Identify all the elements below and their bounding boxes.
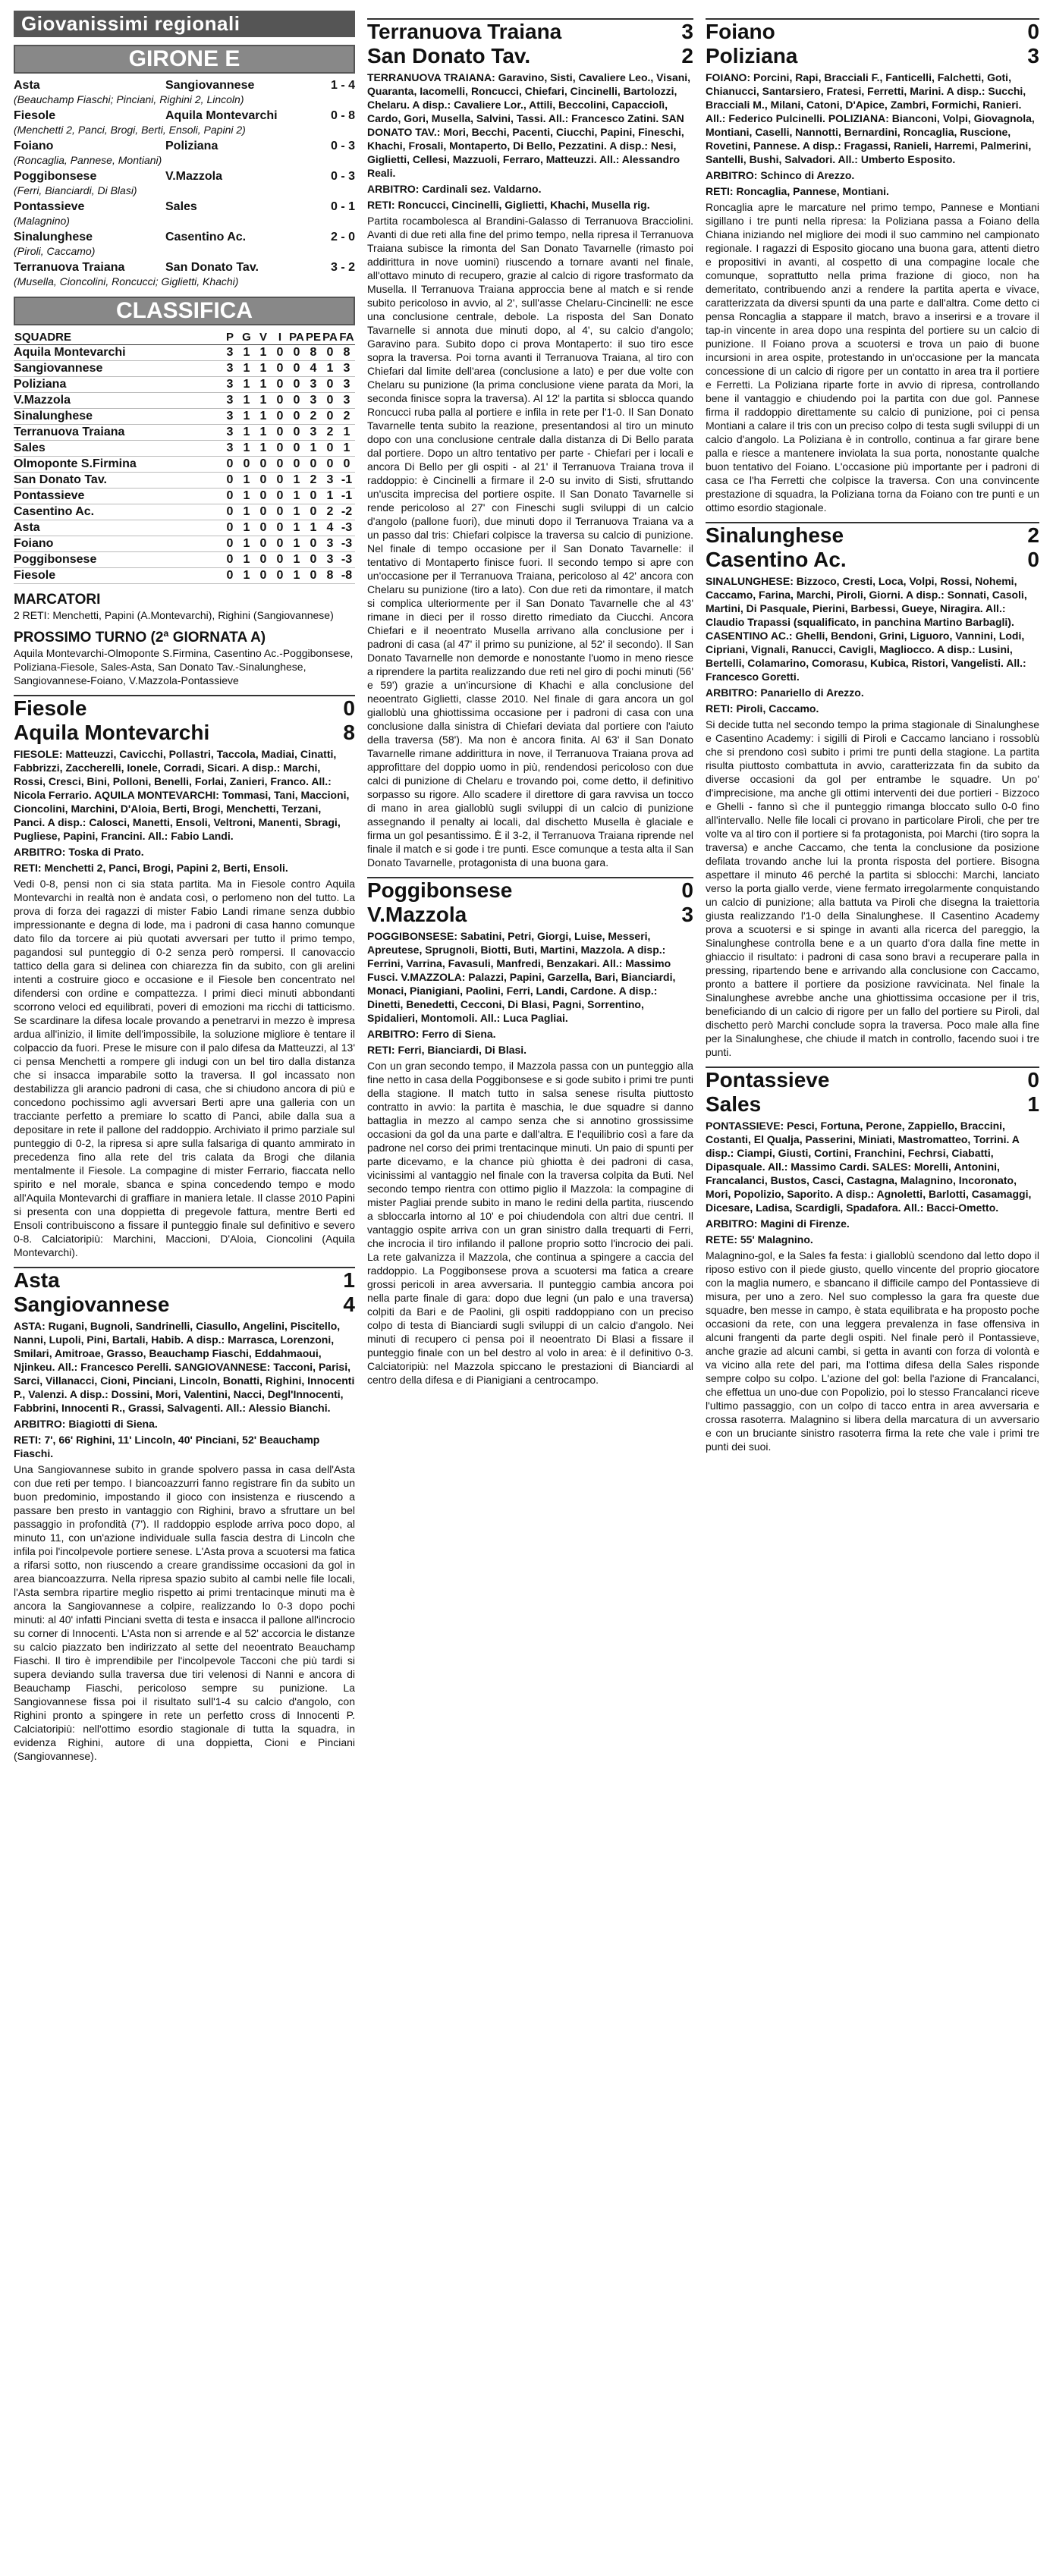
table-cell: 0 <box>288 441 305 457</box>
table-row <box>14 345 355 361</box>
table-row <box>14 536 355 552</box>
table-cell: Foiano <box>14 536 222 552</box>
table-cell: 1 <box>238 536 255 552</box>
table-cell: V.Mazzola <box>14 393 222 409</box>
report-text: Malagnino-gol, e la Sales fa festa: i gialloblù scendono dal letto dopo il riposo estivo con il piede giusto, quello vincente del proprio giocatore con la maglia numero, e sbancano il difficile campo del Pontassieve di misura, per uno a zero. Nel suo complesso la gara fra queste due squadre, ben messe in campo, è stata equilibrata e ha proposto poche occasioni da rete, con una leggera prevalenza in fase offensiva in alcuni frangenti da parte degli ospiti. Nel finale però il Pontassieve, anche grazie ad alcuni cambi, si getta in avanti con forza di volontà e va vicino alla rete del pari, ma l'ottima difesa della Sales risponde sempre colpo su colpo. L'azione del gol: bella l'azione di Francalanci, che effettua un uno-due con Popolizio, poi lo stesso Francalanci riceve l'ultimo passaggio, con un colpo di tacco entra in area avversaria e crossa rasoterra. Malagnino si libera della marcatura di un avversario e con un bruciante sinistro rasoterra firma la rete che vale i primi tre punti dei suoi. <box>706 1249 1039 1453</box>
table-header: I <box>272 330 288 345</box>
match-report <box>706 1067 1039 1453</box>
report-text: Vedi 0-8, pensi non ci sia stata partita. Ma in Fiesole contro Aquila Montevarchi in realtà non è andata così, o perlomeno non del tutto. La prova di forza dei ragazzi di mister Fabio Landi rimane senza dubbio impressionante e degna di lode, ma i padroni di casa hanno comunque dato filo da torcere ai più quotati avversari per tutto il primo tempo, pagandosi sul punteggio di 0-2 senza però rompersi. Il canovaccio tattico della gara si delinea con chiarezza fin da subito, con gli arelini intenti a costruire gioco e occasione e il Fiesole ben concentrato nel difendersi con ordine e compattezza. I primi dieci minuti abbondanti scorrono veloci ed equilibrati, poveri di emozioni ma ricchi di tatticismo. Se scardinare la difesa locale provando a penetrarvi in mezzo è impresa ardua all'inizio, il limite dell'impossibile, la soluzione migliore è tentare il colpaccio da fuori. Prese le misure con il palo difesa da Matteuzzi, al 13' ci pensa Menchetti a rompere gli indugi con un bel tiro dalla distanza che si insacca imparabile sotto la traversa. Il gol incassato non destabilizza gli arancio padroni di casa, che si chiudono ancora di più e concedono pochissimo agli avversari Berti apre una galleria con un tracciante perfetto a premiare lo scatto di Panci, abile dalla sua a depositare in rete il pallone del raddoppio. Archiviato il primo parziale sul punteggio di 0-2, la ripresa si apre sulla falsariga di quanto ammirato in precedenza fino alla rete del tris calata da Brogi che dilania mentalmente il Fiesole. La compagine di mister Ferrario, fiaccata nello spirito e nel morale, sbanca e spina concedendo tempo e modo all'Aquila Montevarchi di graffiare in maniera letale. Il classe 2010 Papini si presenta con una doppietta di pregevole fattura, mentre Berti ed Ensoli contribuiscono a fissare il punteggio finale sul definitivo e severo 0-8. Calciatoripiù: Marchini, Maccioni, D'Aloia, Cioncolini (Aquila Montevarchi). <box>14 878 355 1258</box>
score: 0 - 8 <box>330 109 355 122</box>
report-home-goals: 3 <box>681 20 693 43</box>
table-cell: Aquila Montevarchi <box>14 345 222 361</box>
report-text: Roncaglia apre le marcature nel primo tempo, Pannese e Montiani sigillano i tre punti nella ripresa: la Poliziana passa a Foiano della Chiana iniziando nel migliore dei modi il suo cammino nel campionato regionale. I ragazzi di Esposito giocano una buona gara, attenti dietro e propositivi in avanti, al cospetto di una compagine locale che comunque, soprattutto nella prima frazione di gioco, non ha demeritato, contribuendo anzi a rendere la partita aperta e vivace, caratterizzata da diversi spunti da una parte e dall'altra. Come detto ci pensa Roncaglia a stappare il match, bravo a inserirsi e a trovare il tap-in vincente in area dopo una respinta del portiere su un calcio di punizione. Il Foiano prova a scuotersi e trova un paio di buone incursioni in area ospite, protestando in un'occasione per la mancata concessione di un calcio di rigore per un contatto in area tra il portiere e Ferretti. La Poliziana riparte forte in avvio di ripresa, controllando bene il vantaggio e chiudendo poi la partita con due gol. Pannese firma il raddoppio direttamente su calcio di punizione, poi ci pensa Montiani a calare il tris con un preciso colpo di testa sugli sviluppi di un calcio d'angolo. La Poliziana è in controllo, continua a far girare bene palla e riesce a mantenere inviolata la sua porta, nonostante qualche buon tentativo del Foiano. L'occasione più importante per i padroni di casa ce l'ha Ferretti che colpisce la traversa. Con una convincente prestazione di squadra, la Poliziana torna da Foiano con tre punti e un ottimo esordio stagionale. <box>706 201 1039 514</box>
report-home-team: Poggibonsese <box>367 878 513 902</box>
table-cell: 8 <box>338 345 355 361</box>
home-team: Poggibonsese <box>14 170 97 183</box>
report-home-team: Fiesole <box>14 696 87 720</box>
table-row <box>14 361 355 377</box>
table-cell: 1 <box>305 441 322 457</box>
table-cell: 3 <box>338 393 355 409</box>
results-list <box>14 78 355 289</box>
table-cell: 3 <box>222 409 238 425</box>
section-title: Giovanissimi regionali <box>14 11 355 37</box>
table-cell: 3 <box>338 361 355 377</box>
prossimo-text: Aquila Montevarchi-Olmoponte S.Firmina, Casentino Ac.-Poggibonsese, Poliziana-Fiesole, Sales-Asta, San Donato Tav.-Sinalunghese, Sangiovannese-Foiano, V.Mazzola-Pontassieve <box>14 647 354 686</box>
table-cell: 1 <box>238 361 255 377</box>
classifica-title: CLASSIFICA <box>14 297 355 325</box>
table-cell: 0 <box>222 504 238 520</box>
prossimo-title: PROSSIMO TURNO (2ª GIORNATA A) <box>14 630 266 646</box>
marcatori-text: 2 RETI: Menchetti, Papini (A.Montevarchi), Righini (Sangiovannese) <box>14 609 334 621</box>
articles-col1 <box>14 695 355 1763</box>
away-team: San Donato Tav. <box>165 261 259 274</box>
table-cell: 0 <box>305 552 322 568</box>
report-text: Una Sangiovannese subito in grande spolvero passa in casa dell'Asta con due reti per tempo. I biancoazzurri fanno registrare fin da subito un buon predominio, impostando il gioco con insistenza e riuscendo a passare ben presto in vantaggio con Righini, bravo a sfruttare un bel passaggio in profondità (7'). Il raddoppio esplode arriva poco dopo, al minuto 11, con un'azione individuale sulla fascia destra di Lincoln che infila poi l'incolpevole portiere senese. L'Asta prova a scuotersi ma fatica a rifarsi sotto, non riuscendo a creare grandissime occasioni da gol in area biancoazzurra. Nella ripresa spazio subito al cambi nelle file locali, l'Asta sembra ripartire meglio rispetto ai primi trentacinque minuti ma è ancora la Sangiovannese a colpire, realizzando lo 0-3 dopo pochi minuti: al 40' infatti Pinciani svetta di testa e insacca il pallone all'incrocio su corner di Innocenti. L'Asta non si arrende e al 52' accorcia le distanze su calcio piazzato ben indirizzato al sette del neoentrato Beauchamp Fiaschi. Il tiro è imprendibile per l'incolpevole Tacconi che più tardi si supera deviando sulla traversa due tiri velenosi di Nanni e ancora di Beauchamp Fiaschi, pericoloso sempre su punizione. La Sangiovannese fissa poi il risultato sull'1-4 su calcio d'angolo, con Righini pronto a spingere in rete un perfetto cross di Innocenti P. Calciatoripiù: nell'ottimo esordio stagionale di tutta la squadra, in evidenza Righini, autore di una doppietta, Cioni e Pinciani (Sangiovannese). <box>14 1463 355 1762</box>
table-cell: 1 <box>238 425 255 441</box>
match-report <box>706 522 1039 1059</box>
table-cell: -3 <box>338 536 355 552</box>
table-cell: -3 <box>338 552 355 568</box>
table-cell: 1 <box>338 425 355 441</box>
table-header: V <box>255 330 272 345</box>
report-away-goals: 3 <box>681 903 693 926</box>
table-cell: 0 <box>288 457 305 473</box>
articles-col3 <box>706 18 1039 1453</box>
referee: ARBITRO: Toska di Prato. <box>14 846 144 858</box>
report-away-team: Poliziana <box>706 44 798 68</box>
lineups: FOIANO: Porcini, Rapi, Bracciali F., Fanticelli, Falchetti, Goti, Chianucci, Santarsiero, Fratesi, Ferretti, Marini. A disp.: Succhi, Bracciali M., Milani, Catoni, D'Apice, Zambri, Formichi, Ranieri. All.: Federico Pulcinelli. POLIZIANA: Bianconi, Volpi, Giovagnola, Montiani, Caselli, Nannotti, Bernardini, Roncaglia, Ruscione, Rovetini, Pannese. A disp.: Fragassi, Ranieli, Harremi, Palmerini, Santelli, Bushi, Salvadori. All.: Umberto Esposito. <box>706 71 1035 165</box>
match-result <box>14 230 355 259</box>
match-report <box>367 877 693 1387</box>
table-cell: 0 <box>322 409 338 425</box>
table-cell: 0 <box>222 488 238 504</box>
report-away <box>706 548 1039 572</box>
table-cell: 2 <box>322 504 338 520</box>
report-away <box>706 1092 1039 1117</box>
report-away-team: Sangiovannese <box>14 1293 170 1316</box>
goals: RETI: 7', 66' Righini, 11' Lincoln, 40' Pinciani, 52' Beauchamp Fiaschi. <box>14 1434 320 1459</box>
table-cell: Poggibonsese <box>14 552 222 568</box>
table-cell: 4 <box>305 361 322 377</box>
table-row <box>14 520 355 536</box>
table-cell: 1 <box>255 393 272 409</box>
table-cell: 1 <box>255 361 272 377</box>
home-team: Fiesole <box>14 109 56 122</box>
scorers: (Piroli, Caccamo) <box>14 245 96 257</box>
column-2 <box>367 11 693 1387</box>
referee: ARBITRO: Schinco di Arezzo. <box>706 169 855 181</box>
report-home <box>367 878 693 903</box>
report-home <box>14 1268 355 1293</box>
table-cell: 3 <box>322 473 338 488</box>
table-row <box>14 473 355 488</box>
table-header: PA <box>289 331 304 344</box>
marcatori-title: MARCATORI <box>14 592 101 608</box>
table-cell: 0 <box>272 568 288 584</box>
away-team: Aquila Montevarchi <box>165 109 278 122</box>
away-team: Poliziana <box>165 140 218 152</box>
table-cell: 4 <box>322 520 338 536</box>
match-row <box>14 108 355 123</box>
table-cell: 1 <box>322 361 338 377</box>
score: 2 - 0 <box>330 231 355 243</box>
table-cell: 1 <box>238 568 255 584</box>
table-cell: 0 <box>288 377 305 393</box>
lineups: SINALUNGHESE: Bizzoco, Cresti, Loca, Volpi, Rossi, Nohemi, Caccamo, Farina, Marchi, Piroli, Giorni. A disp.: Sonnati, Casoli, Martini, Di Pasquale, Pierini, Barbessi, Gueye, Niragira. All.: Claudio Trapassi (squalificato, in panchina Martino Barbagli). CASENTINO AC.: Ghelli, Bendoni, Grini, Liguoro, Vannini, Lodi, Cipriani, Vignali, Ranucci, Cavigli, Magliocco. A disp.: Lusini, Bertelli, Colamarino, Comorasu, Kubica, Ristori, Vangelisti. All.: Francesco Goretti. <box>706 575 1027 683</box>
column-3 <box>706 11 1039 1453</box>
table-cell: 0 <box>305 568 322 584</box>
report-home <box>706 523 1039 548</box>
table-row <box>14 393 355 409</box>
table-cell: Poliziana <box>14 377 222 393</box>
table-cell: 1 <box>255 377 272 393</box>
report-away-team: V.Mazzola <box>367 903 467 926</box>
referee: ARBITRO: Panariello di Arezzo. <box>706 686 864 699</box>
match-report <box>14 695 355 1259</box>
table-row <box>14 457 355 473</box>
articles-col2 <box>367 18 693 1387</box>
table-cell: 1 <box>288 568 305 584</box>
table-cell: 1 <box>238 520 255 536</box>
table-cell: 0 <box>305 504 322 520</box>
report-away-team: Aquila Montevarchi <box>14 721 210 744</box>
table-cell: 0 <box>288 393 305 409</box>
table-header: G <box>238 330 255 345</box>
report-home-team: Terranuova Traiana <box>367 20 562 43</box>
home-team: Pontassieve <box>14 200 85 213</box>
away-team: V.Mazzola <box>165 170 222 183</box>
table-cell: Sangiovannese <box>14 361 222 377</box>
table-cell: 0 <box>272 377 288 393</box>
report-away <box>367 44 693 68</box>
standings-table <box>14 330 355 584</box>
table-cell: 0 <box>255 504 272 520</box>
table-cell: 0 <box>255 457 272 473</box>
report-away-team: Sales <box>706 1092 762 1116</box>
score: 0 - 3 <box>330 170 355 183</box>
table-row <box>14 488 355 504</box>
report-away <box>706 44 1039 68</box>
table-cell: Olmoponte S.Firmina <box>14 457 222 473</box>
scorers: (Menchetti 2, Panci, Brogi, Berti, Ensoli, Papini 2) <box>14 124 246 136</box>
table-cell: 3 <box>222 393 238 409</box>
goals: RETE: 55' Malagnino. <box>706 1233 813 1246</box>
table-cell: 0 <box>222 536 238 552</box>
table-cell: 0 <box>272 473 288 488</box>
home-team: Asta <box>14 79 40 92</box>
table-cell: 0 <box>255 568 272 584</box>
goals: RETI: Menchetti 2, Panci, Brogi, Papini 2, Berti, Ensoli. <box>14 862 288 874</box>
goals: RETI: Roncucci, Cincinelli, Giglietti, Khachi, Musella rig. <box>367 199 650 211</box>
table-cell: 3 <box>338 377 355 393</box>
score: 0 - 1 <box>330 200 355 213</box>
table-cell: 0 <box>272 361 288 377</box>
report-away-goals: 8 <box>343 721 355 744</box>
report-home-goals: 0 <box>343 696 355 720</box>
table-cell: 0 <box>222 457 238 473</box>
table-cell: -2 <box>338 504 355 520</box>
lineups: PONTASSIEVE: Pesci, Fortuna, Perone, Zappiello, Braccini, Costanti, El Qualja, Passerini, Miniati, Mastromatteo, Torrini. A disp.: Ciampi, Giusti, Cortini, Franchini, Fechrsi, Ciabatti, Dipasquale. All.: Massimo Cardi. SALES: Morelli, Antonini, Francalanci, Bustos, Casci, Castagna, Malagnino, Incoronato, Mori, Popolizio, Saporito. A disp.: Agnoletti, Barlotti, Casamaggi, Dicesare, Ladisa, Scardigli, Spadafora. All.: Bacci-Ometto. <box>706 1120 1032 1214</box>
match-row <box>14 139 355 153</box>
home-team: Terranuova Traiana <box>14 261 125 274</box>
table-cell: 0 <box>222 552 238 568</box>
score: 1 - 4 <box>330 79 355 92</box>
report-away-goals: 4 <box>343 1293 355 1316</box>
match-result <box>14 260 355 289</box>
scorers: (Malagnino) <box>14 215 70 227</box>
table-header: SQUADRE <box>14 330 222 345</box>
table-cell: Casentino Ac. <box>14 504 222 520</box>
table-cell: 0 <box>288 425 305 441</box>
match-report <box>14 1267 355 1763</box>
table-cell: 2 <box>338 409 355 425</box>
home-team: Foiano <box>14 140 54 152</box>
report-home-goals: 0 <box>1027 20 1039 43</box>
table-cell: 0 <box>322 345 338 361</box>
table-cell: 2 <box>305 473 322 488</box>
table-cell: 1 <box>238 393 255 409</box>
match-row <box>14 169 355 184</box>
match-row <box>14 199 355 214</box>
referee: ARBITRO: Biagiotti di Siena. <box>14 1418 158 1430</box>
table-cell: 1 <box>288 504 305 520</box>
table-row <box>14 504 355 520</box>
goals: RETI: Ferri, Bianciardi, Di Blasi. <box>367 1044 527 1056</box>
table-row <box>14 377 355 393</box>
report-home-goals: 0 <box>681 878 693 902</box>
report-home-goals: 2 <box>1027 523 1039 547</box>
table-cell: 1 <box>238 473 255 488</box>
report-text: Partita rocambolesca al Brandini-Galasso di Terranuova Bracciolini. Avanti di due reti alla fine del primo tempo, nella ripresa il Terranuova Traiana subisce la rimonta del San Donato Tavarnelle (rimasto poi addirittura in nove uomini) riuscendo a tornare avanti nel finale, all'ottavo minuto di recupero, grazie al calcio di rigore trasformato da Musella. Il Terranuova Traiana approccia bene al match e si rende subito pericoloso in avvio, al 2', sull'asse Chelaru-Cincinelli: ne esce una conclusione centrale, debole. La risposta del San Donato Tavarnelle si annota due minuti dopo, al 4', su calcio d'angolo; Garavino para. Subito dopo ci prova Montaperto: il suo tiro esce sopra la traversa. Poi torna avanti il Terranuova Traiana, al tiro con Chiefari dal limite dell'area (conclusione a lato) e per due volte con Chelaru su punizione (la prima conclusione viene parata da Mori, la seconda finisce sopra la traversa). Al 12' la partita si sblocca quando Roncucci ruba palla al portiere e infila in rete per l'1-0. Il San Donato Tavarnelle tenta subito la reazione, presentandosi al tiro un minuto dopo con una conclusione centrale dalla distanza di Di Bello parata dal portiere. Dopo un altro tentativo per parte - Chiefari per i locali e ancora Di Bello per gli ospiti - al 21' il Terranuova Traiana trova il raddoppio: è Cincinelli a firmare il 2-0 su invito di Sisti, sfruttando un'uscita imprecisa del portiere ospite. Il San Donato Tavarnelle si rende pericoloso al 27' con Fineschi sugli sviluppi di un calcio d'angolo (pallone fuori), due minuti dopo il Terranuova Traiana va a un passo dal tris: Chiefari colpisce la traversa su calcio di punizione. Nel finale di tempo occasione per il San Donato Tavarnelle: il tentativo di Montaperto finisce fuori. Il secondo tempo si apre con un'occasione per il Terranuova Traiana, pericoloso al 42' ancora con Chelaru su punizione (tiro a lato). Con due reti da rimontare, il match si complica ulteriormente per il San Donato Tavarnelle che al 43' rimane in dieci per il rosso diretto rimediato da Ciucchi. Ancora Chiefari e il neoentrato Musella arrivano alla conclusione per i padroni di casa (al 47' il primo su punizione, al 52' il secondo). Il San Donato Tavarnelle non demorde e nonostante l'uomo in meno riesce a riprendere la partita realizzando due reti nel giro di pochi minuti (56' e 59') grazie a un'incursione di Khachi e alla conclusione del neoentrato Giglietti, classe 2010. Nel finale di gara ancora un gol gialloblù una ghiottissima occasione per i padroni di casa con una conclusione dalla sinistra di Chiefari deviata dal portiere con l'aiuto della traversa (58'). Ma non è ancora finita. Al 63' il San Donato Tavarnelle rimane addirittura in nove, il Terranuova Traiana prova ad approfittare del doppio uomo in più, rendendosi pericoloso con due calci di punizione di Chelaru e trovando poi, come detto, il definitivo sorpasso su rigore. Allo scadere il direttore di gara ravvisa un tocco di mano in area gialloblù sugli sviluppi di un calcio di punizione assegnando il penalty ai locali, dal dischetto Musella è glaciale e firma un gol pesantissimo. È il 3-2, il Terranuova Traiana riprende nel finale il match e si gode i tre punti. Esce comunque a testa alta il San Donato Tavarnelle, protagonista di una buona gara. <box>367 215 693 869</box>
table-cell: 0 <box>322 457 338 473</box>
away-team: Casentino Ac. <box>165 231 247 243</box>
table-cell: -1 <box>338 473 355 488</box>
table-cell: 1 <box>338 441 355 457</box>
match-result <box>14 139 355 168</box>
table-cell: Asta <box>14 520 222 536</box>
table-cell: 3 <box>305 425 322 441</box>
table-cell: Sales <box>14 441 222 457</box>
table-cell: 1 <box>238 504 255 520</box>
goals: RETI: Roncaglia, Pannese, Montiani. <box>706 185 889 197</box>
score: 0 - 3 <box>330 140 355 152</box>
lineups: POGGIBONSESE: Sabatini, Petri, Giorgi, Luise, Messeri, Apreutese, Sprugnoli, Biotti, Buti, Martini, Mazzola. A disp.: Ferrini, Varrina, Favasuli, Manfredi, Benzakari. All.: Massimo Fusci. V.MAZZOLA: Palazzi, Papini, Garzella, Bari, Bianciardi, Monaci, Pianigiani, Paolini, Ferri, Landi, Cardone. A disp.: Dinetti, Benedetti, Cecconi, Di Blasi, Pagni, Sorrentino, Spidalieri, Montomoli. All.: Luca Pagliai. <box>367 930 676 1024</box>
table-cell: 0 <box>255 488 272 504</box>
table-cell: 0 <box>222 568 238 584</box>
match-row <box>14 260 355 275</box>
girone-title: GIRONE E <box>14 45 355 74</box>
table-cell: 0 <box>255 473 272 488</box>
table-cell: Terranuova Traiana <box>14 425 222 441</box>
referee: ARBITRO: Cardinali sez. Valdarno. <box>367 183 542 195</box>
referee: ARBITRO: Ferro di Siena. <box>367 1028 496 1040</box>
table-cell: 0 <box>305 488 322 504</box>
table-cell: 1 <box>288 473 305 488</box>
table-cell: 1 <box>305 520 322 536</box>
table-cell: Fiesole <box>14 568 222 584</box>
table-cell: 0 <box>272 552 288 568</box>
table-cell: 1 <box>238 345 255 361</box>
table-cell: 3 <box>322 552 338 568</box>
report-home-team: Sinalunghese <box>706 523 844 547</box>
table-row <box>14 568 355 584</box>
table-cell: -1 <box>338 488 355 504</box>
table-cell: 1 <box>288 520 305 536</box>
report-away-team: Casentino Ac. <box>706 548 847 571</box>
table-cell: 3 <box>222 425 238 441</box>
table-cell: 1 <box>255 425 272 441</box>
scorers: (Beauchamp Fiaschi; Pinciani, Righini 2, Lincoln) <box>14 93 244 105</box>
table-cell: 0 <box>305 536 322 552</box>
report-text: Con un gran secondo tempo, il Mazzola passa con un punteggio alla fine netto in casa della Poggibonsese e si gode subito i primi tre punti della stagione. Il match tutto in salsa senese risulta piuttosto contratto in avvio: la partita è maschia, le due squadre si danno battaglia in mezzo al campo senza che si annotino grossissime occasioni da gol da una parte e dall'altra. E l'equilibrio così a fare da padrone nel corso dei primi trentacinque minuti. Un paio di spunti per parte dicevamo, e la chance più ghiotta è dei padroni di casa, vicinissimi al vantaggio nel finale con la traversa colpita da Buti. Nel secondo tempo rientra con ottimo piglio il Mazzola: la compagine di mister Pagliai prende subito in mano le redini della partita, riuscendo a sbloccarla intorno al 10' e poi chiudendola con altri due centri. Il vantaggio ospite arriva con un gran sinistro dalla trequarti di Ferri, che incrocia il tiro infilando il pallone proprio sotto l'incrocio dei pali. La rete galvanizza il Mazzola, che continua a spingere a caccia del raddoppio. La Poggibonsese prova a scuotersi ma fatica a creare grossi pericoli in area avversaria. Il punteggio cambia ancora poi nella parte finale di gara: dopo due legni (un palo e una traversa) colpiti da Bari e de Paolini, gli ospiti raddoppiano con un preciso colpo di testa di Bianciardi sugli sviluppi di un calcio d'angolo. Nei minuti di recupero ci pensa poi il neoentrato Di Blasi a fissare il punteggio finale con un bel destro al volo in area: è il definitivo 0-3. Calciatoripiù: nel Mazzola spiccano le prestazioni di Bianciardi al centro della difesa e di Pianigiani a centrocampo. <box>367 1060 693 1386</box>
report-home-team: Foiano <box>706 20 775 43</box>
column-1 <box>14 11 355 1763</box>
report-away <box>367 903 693 927</box>
report-home-team: Asta <box>14 1268 60 1292</box>
table-cell: 0 <box>288 345 305 361</box>
home-team: Sinalunghese <box>14 231 93 243</box>
table-cell: 3 <box>222 345 238 361</box>
table-row <box>14 441 355 457</box>
table-cell: 0 <box>255 536 272 552</box>
table-cell: 1 <box>255 345 272 361</box>
lineups: TERRANUOVA TRAIANA: Garavino, Sisti, Cavaliere Leo., Visani, Quaranta, Iacomelli, Roncucci, Chiefari, Cincinelli, Bartolozzi, Chelaru. A disp.: Cavaliere Lor., Attili, Beccolini, Capacciolì, Cardo, Gori, Musella, Salvini, Tassi. All.: Francesco Zatini. SAN DONATO TAV.: Mori, Becchi, Pacenti, Ciucchi, Papini, Fineschi, Khachi, Frosali, Montaperto, Di Bello, Pezzatini. A disp.: Nesi, Giglietti, Cellesi, Mazzuoli, Ferraro, Matteuzzi. All.: Alessandro Reali. <box>367 71 691 179</box>
table-cell: 1 <box>255 441 272 457</box>
table-cell: 0 <box>238 457 255 473</box>
table-cell: San Donato Tav. <box>14 473 222 488</box>
table-cell: 1 <box>288 552 305 568</box>
table-cell: 0 <box>272 504 288 520</box>
match-result <box>14 78 355 107</box>
table-row <box>14 425 355 441</box>
referee: ARBITRO: Magini di Firenze. <box>706 1217 850 1230</box>
away-team: Sangiovannese <box>165 79 255 92</box>
table-cell: 8 <box>305 345 322 361</box>
table-row <box>14 409 355 425</box>
table-cell: 0 <box>255 552 272 568</box>
table-cell: 0 <box>322 377 338 393</box>
table-cell: 0 <box>272 441 288 457</box>
away-team: Sales <box>165 200 197 213</box>
table-cell: 0 <box>305 457 322 473</box>
table-cell: 0 <box>272 345 288 361</box>
table-cell: 0 <box>272 536 288 552</box>
table-cell: 1 <box>322 488 338 504</box>
report-away-goals: 2 <box>681 44 693 68</box>
table-cell: 2 <box>322 425 338 441</box>
table-cell: 1 <box>238 552 255 568</box>
table-cell: 1 <box>238 409 255 425</box>
table-header: PE <box>305 331 321 344</box>
lineups: FIESOLE: Matteuzzi, Cavicchi, Pollastri, Taccola, Madiai, Cinatti, Fabbrizzi, Zaccherelli, Ionele, Corradi, Sicari. A disp.: Marchi, Rossi, Cresci, Bini, Polloni, Benelli, Forlai, Zanieri, Franco. All.: Nicola Ferrario. AQUILA MONTEVARCHI: Tommasi, Tani, Maccioni, Cioncolini, Marchini, D'Aloia, Berti, Brogi, Menchetti, Terzani, Panci. A disp.: Calosci, Manetti, Ensoli, Veltroni, Manenti, Sbragi, Pugliese, Papini, Francini. All.: Fabio Landi. <box>14 748 350 842</box>
report-home-goals: 0 <box>1027 1068 1039 1092</box>
report-home-goals: 1 <box>343 1268 355 1292</box>
table-header: FA <box>339 331 354 344</box>
report-away-goals: 1 <box>1027 1092 1039 1116</box>
table-cell: 0 <box>272 393 288 409</box>
table-cell: 3 <box>222 361 238 377</box>
table-cell: -8 <box>338 568 355 584</box>
match-result <box>14 108 355 137</box>
report-home-team: Pontassieve <box>706 1068 830 1092</box>
table-header: P <box>222 330 238 345</box>
table-cell: 0 <box>222 473 238 488</box>
match-report <box>706 18 1039 514</box>
table-header: PA <box>322 331 338 344</box>
table-cell: 8 <box>322 568 338 584</box>
report-away <box>14 1293 355 1317</box>
report-text: Si decide tutta nel secondo tempo la prima stagionale di Sinalunghese e Casentino Academy: i sigilli di Piroli e Caccamo lanciano i rossoblù che si prendono così subito i primi tre punti della stagione. La partita risulta piuttosto combattuta in avvio, caratterizzata fin da subito da diverse occasioni da gol per entrambe le squadre. Un po' d'imprecisione, ma anche gli ottimi interventi dei due portieri - Bizzoco e Ghelli - fanno sì che il punteggio rimanga bloccato sullo 0-0 fino all'intervallo. Nelle file locali ci provano in particolare Piroli, che per tre volte va al tiro con il portiere si fa protagonista, poi Marchi (tiro sopra la traversa) e anche Caccamo, che tenta la conclusione da posizione defilata trovando anche lui la pronta risposta del portiere. Bisogna aspettare il minuto 46 perché la partita si sblocchi: Marchi, lanciato verso la porta giallo verde, viene fermato irregolarmente conquistando un calcio di punizione; alla battuta va Piroli che disegna la traiettoria giusta realizzando l'1-0 della Sinalunghese. Il Casentino Academy prova a scuotersi e si spinge in avanti alla ricerca del pareggio, la Sinalunghese controlla bene e a un quarto d'ora dalla fine mette in ghiaccio il risultato: i padroni di casa sono bravi a recuperare palla in pressing, ripartendo bene e arrivando alla conclusione con Caccamo, pronto a battere il portiere da posizione ravvicinata. Nel finale la Sinalunghese avrebbe anche una ghiottissima occasione per il tris, beneficiando di un calcio di rigore per un fallo del portiere su Piroli, dal dischetto però Marchi conclude sopra la traversa. Poco male alla fine per la Sinalunghese, che chiude il match in controllo, facendo suoi i tre punti. <box>706 718 1039 1058</box>
report-home <box>367 20 693 44</box>
table-cell: 1 <box>238 377 255 393</box>
table-cell: 0 <box>272 425 288 441</box>
table-cell: 0 <box>255 520 272 536</box>
report-away-goals: 3 <box>1027 44 1039 68</box>
match-report <box>367 18 693 869</box>
report-home <box>706 1068 1039 1092</box>
table-cell: Pontassieve <box>14 488 222 504</box>
table-cell: 3 <box>222 377 238 393</box>
table-cell: 0 <box>272 520 288 536</box>
match-result <box>14 199 355 228</box>
table-cell: -3 <box>338 520 355 536</box>
table-cell: 0 <box>222 520 238 536</box>
table-cell: 0 <box>272 457 288 473</box>
goals: RETI: Piroli, Caccamo. <box>706 702 819 715</box>
table-cell: 0 <box>322 441 338 457</box>
scorers: (Ferri, Bianciardi, Di Blasi) <box>14 184 137 196</box>
report-away <box>14 721 355 745</box>
scorers: (Musella, Cioncolini, Roncucci; Giglietti, Khachi) <box>14 275 239 287</box>
table-cell: 1 <box>238 488 255 504</box>
table-cell: 0 <box>272 488 288 504</box>
match-row <box>14 230 355 244</box>
scorers: (Roncaglia, Pannese, Montiani) <box>14 154 162 166</box>
table-cell: 0 <box>288 409 305 425</box>
report-home <box>14 696 355 721</box>
table-cell: 1 <box>288 536 305 552</box>
table-cell: 1 <box>238 441 255 457</box>
lineups: ASTA: Rugani, Bugnoli, Sandrinelli, Ciasullo, Angelini, Piscitello, Nanni, Lupoli, Pini, Bartali, Habib. A disp.: Marrasca, Lorenzoni, Smilari, Amitroae, Grasso, Beauchamp Fiaschi, Eddahmaoui, Njinkeu. All.: Francesco Perelli. SANGIOVANNESE: Tacconi, Parisi, Sarci, Villanacci, Cioni, Pinciani, Lincoln, Bonatti, Righini, Innocenti P., Valenzi. A disp.: Dossini, Mori, Valentini, Nacci, Degl'Innocenti, Fabbrini, Innocenti R., Grassi, Salvagenti. All.: Alessio Bianchi. <box>14 1320 355 1414</box>
match-result <box>14 169 355 198</box>
table-cell: 1 <box>288 488 305 504</box>
table-row <box>14 552 355 568</box>
table-cell: 3 <box>305 377 322 393</box>
table-cell: 2 <box>305 409 322 425</box>
table-cell: Sinalunghese <box>14 409 222 425</box>
report-away-goals: 0 <box>1027 548 1039 571</box>
table-cell: 0 <box>322 393 338 409</box>
table-cell: 0 <box>288 361 305 377</box>
report-away-team: San Donato Tav. <box>367 44 531 68</box>
score: 3 - 2 <box>330 261 355 274</box>
table-cell: 1 <box>255 409 272 425</box>
match-row <box>14 78 355 93</box>
table-cell: 3 <box>305 393 322 409</box>
table-cell: 3 <box>322 536 338 552</box>
table-cell: 3 <box>222 441 238 457</box>
table-cell: 0 <box>338 457 355 473</box>
report-home <box>706 20 1039 44</box>
table-cell: 0 <box>272 409 288 425</box>
